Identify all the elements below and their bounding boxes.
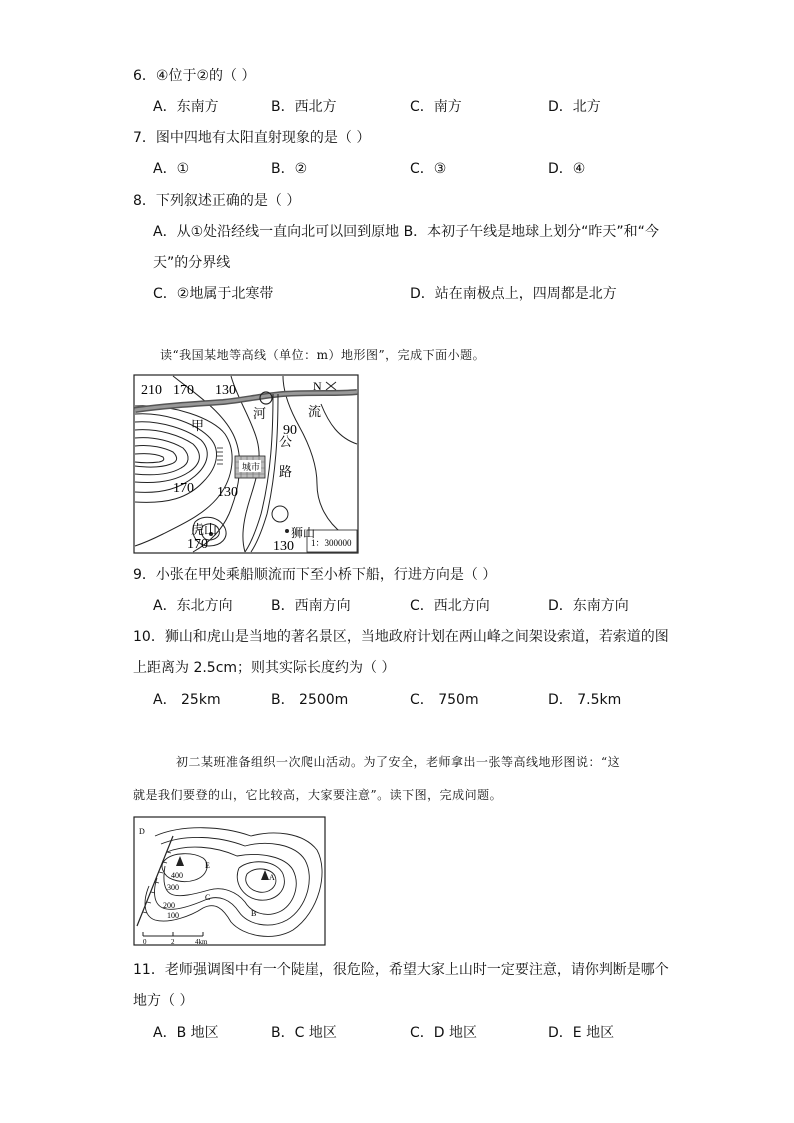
map1-tiger-mountain: 虎山 [191,522,218,537]
q11-option-b[interactable]: B．C 地区 [271,1025,337,1041]
q11-stem-line1: 11．老师强调图中有一个陡崖，很危险，希望大家上山时一定要注意，请你判断是哪个 [133,962,669,978]
q8-option-d[interactable]: D．站在南极点上，四周都是北方 [410,286,617,302]
map1-label-170c: 170 [187,537,208,552]
q6-option-c[interactable]: C．南方 [410,99,462,115]
q10-stem-line2: 上距离为 2.5cm；则其实际长度约为（ ） [133,660,396,676]
map2-intro-line2: 就是我们要登的山，它比较高，大家要注意”。读下图，完成问题。 [133,788,503,802]
map2-scale-2: 2 [171,938,175,946]
q6-option-d[interactable]: D．北方 [548,99,601,115]
map2-scale-4km: 4km [195,938,208,946]
map1-lion-mountain: 狮山 [291,526,316,540]
map1-label-130a: 130 [215,383,236,398]
map2-label-400: 400 [171,871,183,880]
map1-road-2: 路 [279,464,293,479]
q10-option-c[interactable]: C． 750m [410,692,479,708]
map1-label-jia: 甲 [191,418,205,433]
q9-option-b[interactable]: B．西南方向 [271,598,351,614]
q9-option-d[interactable]: D．东南方向 [548,598,629,614]
map1-label-130c: 130 [273,539,294,554]
map2-intro-line1: 初二某班准备组织一次爬山活动。为了安全，老师拿出一张等高线地形图说：“这 [176,755,621,769]
q7-option-a[interactable]: A．① [153,161,190,177]
map1-road-1: 公 [279,434,293,449]
q7-option-d[interactable]: D．④ [548,161,586,177]
map1-label-90: 90 [283,423,297,438]
map2-label-d: D [139,827,145,836]
q8-stem: 8．下列叙述正确的是（ ） [133,193,301,209]
map2-label-c: C [205,893,211,902]
q7-stem: 7．图中四地有太阳直射现象的是（ ） [133,130,371,146]
map1-river-1: 河 [253,406,267,421]
map1-label-170b: 170 [173,481,194,496]
map1-scale: 1：300000 [311,538,352,548]
map1-north: N [313,379,322,393]
q8-option-a-b[interactable]: A．从①处沿经线一直向北可以回到原地 B．本初子午线是地球上划分“昨天”和“今 [153,224,659,240]
map2-label-300: 300 [167,883,179,892]
q6-option-a[interactable]: A．东南方 [153,99,219,115]
map2-label-a: A [269,873,275,882]
map2-scale-0: 0 [143,938,147,946]
map1-label-170a: 170 [173,383,194,398]
map2-label-100: 100 [167,911,179,920]
q11-option-d[interactable]: D．E 地区 [548,1025,615,1041]
map1-label-210: 210 [141,383,162,398]
q8-option-b-cont: 天”的分界线 [153,255,231,271]
q10-stem-line1: 10．狮山和虎山是当地的著名景区，当地政府计划在两山峰之间架设索道，若索道的图 [133,629,669,645]
q9-option-c[interactable]: C．西北方向 [410,598,490,614]
map1-city: 城市 [242,462,261,472]
map2-label-e: E [205,861,210,870]
q10-option-b[interactable]: B． 2500m [271,692,349,708]
map1-label-130b: 130 [217,485,238,500]
q6-option-b[interactable]: B．西北方 [271,99,337,115]
q8-option-c[interactable]: C．②地属于北寒带 [153,286,274,302]
contour-map-city [133,374,359,554]
q11-stem-line2: 地方（ ） [133,993,194,1009]
map2-label-b: B [251,909,257,918]
contour-map-mountain [133,816,326,946]
q10-option-a[interactable]: A． 25km [153,692,221,708]
q7-option-b[interactable]: B．② [271,161,308,177]
q11-option-c[interactable]: C．D 地区 [410,1025,478,1041]
q11-option-a[interactable]: A．B 地区 [153,1025,219,1041]
q10-option-d[interactable]: D． 7.5km [548,692,622,708]
q9-stem: 9．小张在甲处乘船顺流而下至小桥下船，行进方向是（ ） [133,567,497,583]
map2-label-200: 200 [163,901,175,910]
map1-river-2: 流 [308,404,322,419]
q6-stem: 6．④位于②的（ ） [133,68,256,84]
map1-intro: 读“我国某地等高线（单位：m）地形图”，完成下面小题。 [160,348,486,362]
q7-option-c[interactable]: C．③ [410,161,447,177]
q9-option-a[interactable]: A．东北方向 [153,598,233,614]
